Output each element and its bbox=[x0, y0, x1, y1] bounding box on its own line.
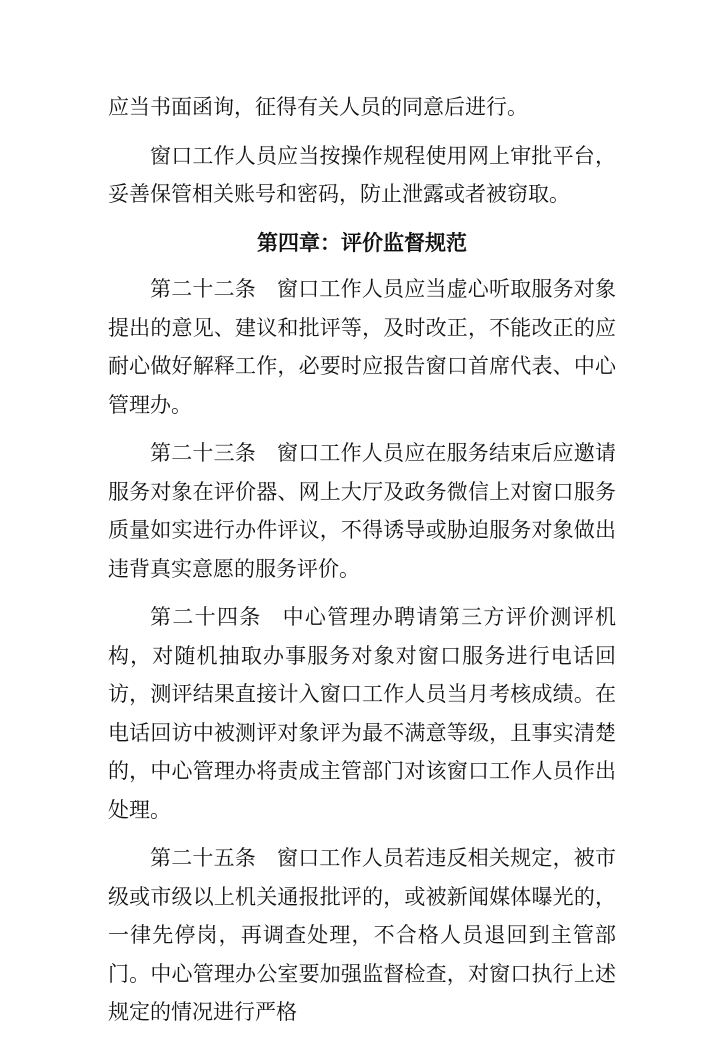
document-body bbox=[108, 88, 616, 1042]
article-25 bbox=[108, 839, 616, 1032]
article-number: 第二十三条 bbox=[150, 441, 256, 465]
article-number: 第二十五条 bbox=[150, 846, 256, 870]
article-text: 窗口工作人员应当虚心听取服务对象提出的意见、建议和批评等，及时改正，不能改正的应耐心做好解释工作，必要时应报告窗口首席代表、中心管理办。 bbox=[108, 277, 616, 417]
chapter-heading: 第四章：评价监督规范 bbox=[257, 229, 467, 255]
article-number: 第二十四条 bbox=[150, 605, 262, 629]
paragraph-continuation bbox=[108, 88, 616, 127]
article-24 bbox=[108, 598, 616, 829]
paragraph-text: 窗口工作人员应当按操作规程使用网上审批平台，妥善保管相关账号和密码，防止泄露或者被窃取。 bbox=[108, 143, 616, 206]
article-text: 窗口工作人员应在服务结束后应邀请服务对象在评价器、网上大厅及政务微信上对窗口服务质量如实进行办件评议，不得诱导或胁迫服务对象做出违背真实意愿的服务评价。 bbox=[108, 441, 616, 581]
article-number: 第二十二条 bbox=[150, 277, 256, 301]
article-text: 窗口工作人员若违反相关规定，被市级或市级以上机关通报批评的，或被新闻媒体曝光的，一律先停岗，再调查处理，不合格人员退回到主管部门。中心管理办公室要加强监督检查，对窗口执行上述规定的情况进行严格 bbox=[108, 846, 616, 1024]
article-text: 中心管理办聘请第三方评价测评机构，对随机抽取办事服务对象对窗口服务进行电话回访，测评结果直接计入窗口工作人员当月考核成绩。在电话回访中被测评对象评为最不满意等级，且事实清楚的，中心管理办将责成主管部门对该窗口工作人员作出处理。 bbox=[108, 605, 617, 822]
paragraph-text: 应当书面函询，征得有关人员的同意后进行。 bbox=[108, 95, 528, 119]
paragraph-account-security bbox=[108, 137, 616, 214]
article-22 bbox=[108, 270, 616, 424]
article-23 bbox=[108, 434, 616, 588]
